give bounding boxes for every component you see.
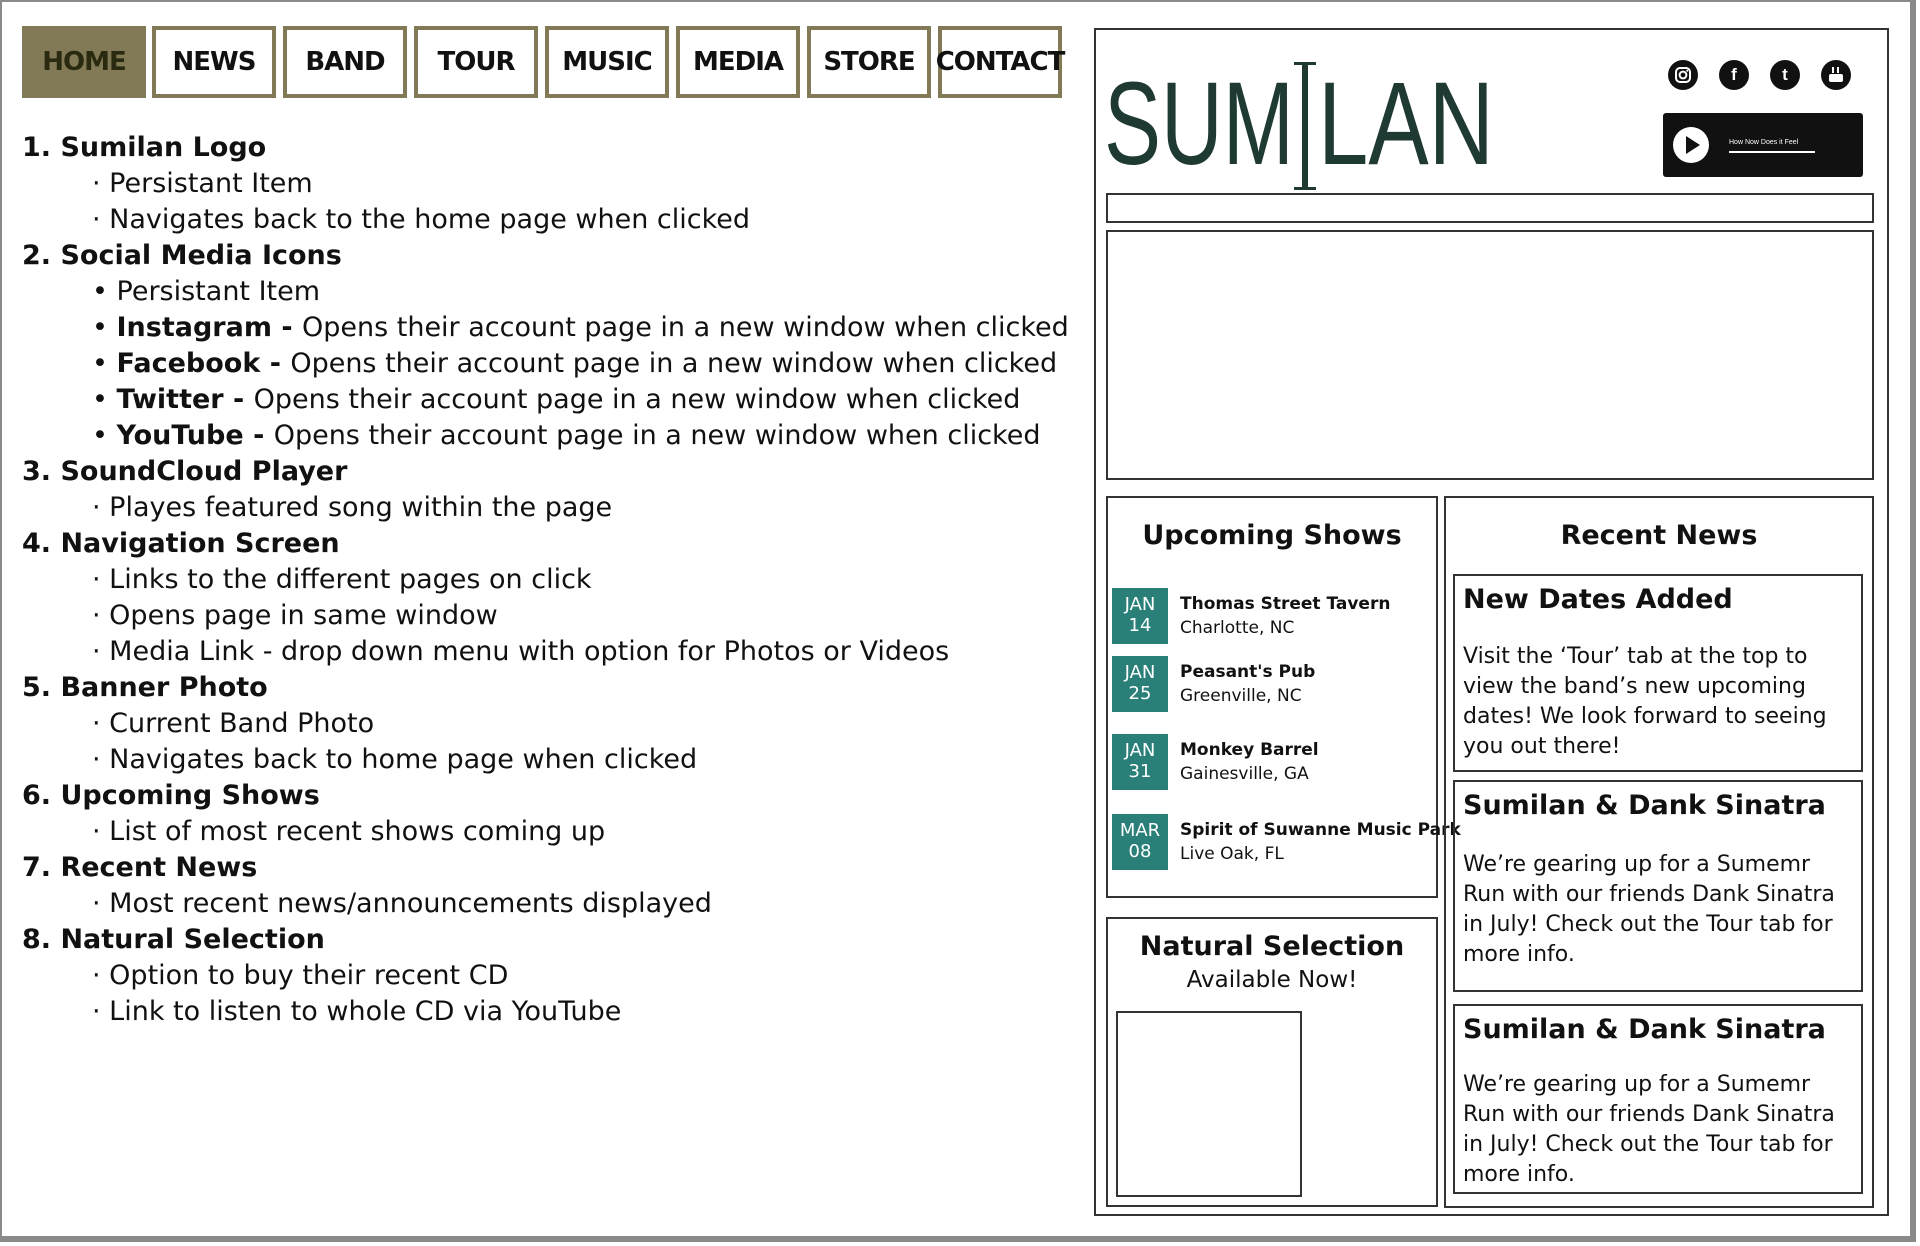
facebook-icon[interactable]: f bbox=[1719, 60, 1749, 90]
note-line: • YouTube - Opens their account page in a new window when clicked bbox=[92, 420, 1041, 451]
show-date: JAN 31 bbox=[1112, 734, 1168, 790]
note-line: · Navigates back to the home page when clicked bbox=[92, 204, 751, 235]
news-heading: Sumilan & Dank Sinatra bbox=[1463, 1014, 1826, 1045]
note-line: · Persistant Item bbox=[92, 168, 313, 199]
note-line: · Current Band Photo bbox=[92, 708, 375, 739]
note-title: 6. Upcoming Shows bbox=[22, 780, 320, 811]
show-city: Charlotte, NC bbox=[1180, 618, 1295, 638]
note-line: · Media Link - drop down menu with option for Photos or Videos bbox=[92, 636, 950, 667]
recent-news-title: Recent News bbox=[1560, 520, 1758, 551]
show-city: Live Oak, FL bbox=[1180, 844, 1284, 864]
nav-music[interactable]: MUSIC bbox=[545, 26, 669, 98]
svg-text:LAN: LAN bbox=[1318, 58, 1494, 190]
note-line: • Instagram - Opens their account page in a new window when clicked bbox=[92, 312, 1069, 343]
show-venue: Monkey Barrel bbox=[1180, 740, 1319, 760]
news-body: We’re gearing up for a Sumemr Run with our friends Dank Sinatra in July! Check out the Tour tab for more info. bbox=[1463, 1072, 1835, 1187]
site-mockup bbox=[1094, 28, 1889, 1216]
note-title: 8. Natural Selection bbox=[22, 924, 325, 955]
player-progress-bar[interactable] bbox=[1729, 151, 1815, 153]
navigation-bar-placeholder[interactable] bbox=[1106, 193, 1874, 223]
show-item[interactable] bbox=[1112, 656, 1437, 712]
show-venue: Spirit of Suwanne Music Park bbox=[1180, 820, 1461, 840]
nav-store[interactable]: STORE bbox=[807, 26, 931, 98]
note-line: • Facebook - Opens their account page in a new window when clicked bbox=[92, 348, 1058, 379]
nav-home[interactable]: HOME bbox=[22, 26, 146, 98]
news-body: Visit the ‘Tour’ tab at the top to view the band’s new upcoming dates! We look forward to seeing you out there! bbox=[1463, 644, 1827, 759]
upcoming-shows-title: Upcoming Shows bbox=[1142, 520, 1402, 551]
news-heading: New Dates Added bbox=[1463, 584, 1733, 615]
nav-tour[interactable]: TOUR bbox=[414, 26, 538, 98]
show-item[interactable] bbox=[1112, 734, 1437, 790]
player-track-title: How Now Does it Feel bbox=[1729, 139, 1799, 146]
instagram-icon[interactable] bbox=[1668, 60, 1698, 90]
nav-contact[interactable]: CONTACT bbox=[938, 26, 1062, 98]
news-card[interactable] bbox=[1453, 574, 1863, 772]
note-title: 3. SoundCloud Player bbox=[22, 456, 348, 487]
annotation-notes bbox=[22, 130, 1069, 1030]
twitter-icon[interactable]: t bbox=[1770, 60, 1800, 90]
show-date: JAN 14 bbox=[1112, 588, 1168, 644]
soundcloud-player[interactable] bbox=[1663, 113, 1863, 177]
upcoming-shows-panel bbox=[1106, 496, 1461, 898]
news-body: We’re gearing up for a Sumemr Run with our friends Dank Sinatra in July! Check out the Tour tab for more info. bbox=[1463, 852, 1835, 967]
top-nav bbox=[22, 26, 1067, 98]
nav-news[interactable]: NEWS bbox=[152, 26, 276, 98]
news-card[interactable] bbox=[1453, 780, 1863, 992]
note-line: · List of most recent shows coming up bbox=[92, 816, 606, 847]
note-line: · Option to buy their recent CD bbox=[92, 960, 509, 991]
natural-selection-title: Natural Selection bbox=[1139, 931, 1405, 962]
note-line: • Twitter - Opens their account page in a new window when clicked bbox=[92, 384, 1021, 415]
svg-text:SUM: SUM bbox=[1104, 58, 1294, 190]
natural-selection-subtitle: Available Now! bbox=[1186, 967, 1358, 993]
note-title: 7. Recent News bbox=[22, 852, 258, 883]
natural-selection-panel bbox=[1106, 917, 1438, 1207]
show-venue: Thomas Street Tavern bbox=[1180, 594, 1391, 614]
note-line: · Opens page in same window bbox=[92, 600, 498, 631]
recent-news-panel bbox=[1444, 496, 1874, 1208]
show-city: Greenville, NC bbox=[1180, 686, 1302, 706]
note-line: • Persistant Item bbox=[92, 276, 321, 307]
news-card[interactable] bbox=[1453, 1004, 1863, 1194]
nav-band[interactable]: BAND bbox=[283, 26, 407, 98]
show-city: Gainesville, GA bbox=[1180, 764, 1309, 784]
note-line: · Links to the different pages on click bbox=[92, 564, 592, 595]
show-date: JAN 25 bbox=[1112, 656, 1168, 712]
banner-photo[interactable] bbox=[1106, 230, 1874, 480]
play-icon[interactable] bbox=[1673, 127, 1709, 163]
note-title: 5. Banner Photo bbox=[22, 672, 268, 703]
note-line: · Playes featured song within the page bbox=[92, 492, 613, 523]
news-heading: Sumilan & Dank Sinatra bbox=[1463, 790, 1826, 821]
show-item[interactable] bbox=[1112, 588, 1437, 644]
note-line: · Link to listen to whole CD via YouTube bbox=[92, 996, 622, 1027]
note-line: · Navigates back to home page when clicked bbox=[92, 744, 698, 775]
show-date: MAR 08 bbox=[1112, 814, 1168, 870]
show-item[interactable] bbox=[1112, 814, 1461, 870]
show-venue: Peasant's Pub bbox=[1180, 662, 1316, 682]
nav-media[interactable]: MEDIA bbox=[676, 26, 800, 98]
note-line: · Most recent news/announcements displayed bbox=[92, 888, 712, 919]
sumilan-logo[interactable] bbox=[1104, 44, 1494, 204]
album-cover[interactable] bbox=[1116, 1011, 1302, 1197]
note-title: 4. Navigation Screen bbox=[22, 528, 340, 559]
note-title: 1. Sumilan Logo bbox=[22, 132, 267, 163]
youtube-icon[interactable] bbox=[1821, 60, 1851, 90]
note-title: 2. Social Media Icons bbox=[22, 240, 342, 271]
